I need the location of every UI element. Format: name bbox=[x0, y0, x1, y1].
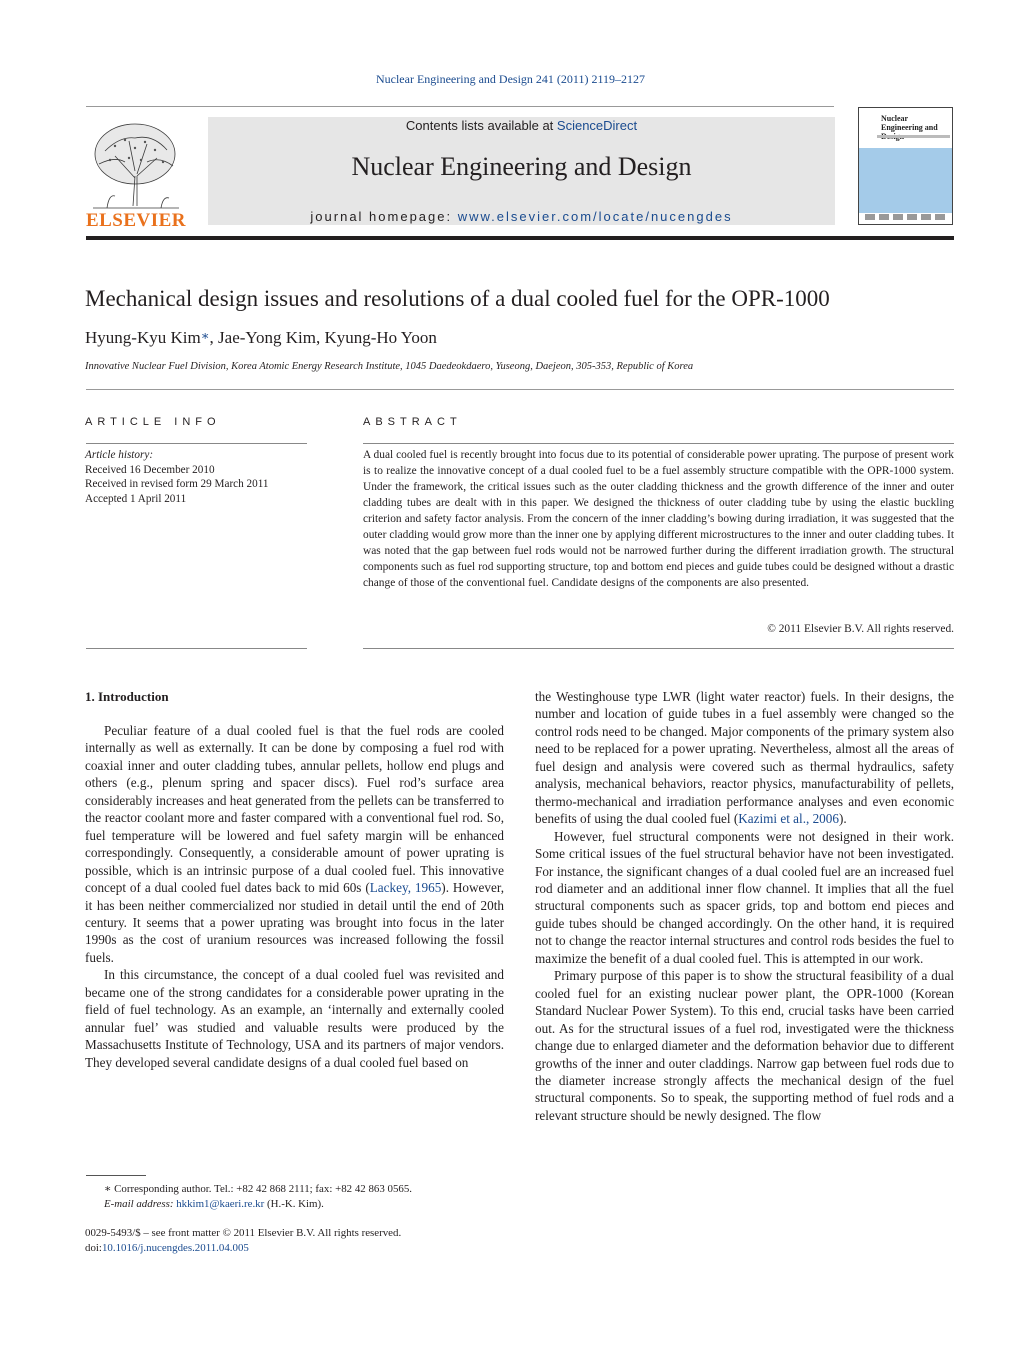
paragraph bbox=[535, 688, 954, 828]
author-affiliation: Innovative Nuclear Fuel Division, Korea Atomic Energy Research Institute, 1045 Daedeokdaero, Yuseong, Daejeon, 305-353, Republic of Korea bbox=[85, 361, 694, 372]
abstract-rule bbox=[363, 443, 954, 444]
homepage-link[interactable]: www.elsevier.com/locate/nucengdes bbox=[457, 209, 733, 224]
reference-link[interactable]: Kazimi et al., 2006 bbox=[738, 811, 839, 827]
elsevier-wordmark: ELSEVIER bbox=[85, 210, 187, 231]
reference-link[interactable]: Lackey, 1965 bbox=[369, 880, 442, 896]
contents-availability bbox=[208, 118, 835, 133]
email-suffix: (H.-K. Kim). bbox=[264, 1198, 324, 1210]
corresponding-author-mark[interactable]: ∗ bbox=[200, 328, 210, 343]
abstract-text: A dual cooled fuel is recently brought into focus due to its potential of considerable power uprating. The purpose of present work is to realize the innovative concept of a dual cooled fuel to be a fuel assembly structure compatible with the OPR-1000 system. Under the framework, the critical issues such as the outer cladding thickness and the growth difference of the inner and outer cladding tubes are dealt with in this paper. We designed the thickness of outer cladding tube by using the elastic buckling criterion and safety factor analysis. From the concern of the inner cladding’s bowing during irradiation, it was suggested that the outer cladding would grow more than the inner one by applying different microstructures to the inner and outer cladding tubes. It was noted that the gap between fuel rods would not be narrowed further during the different irradiation growth. The structural components such as fuel rod supporting structure, top and bottom end pieces and guide tubes could be designed without a drastic change of those of the conventional fuel. Candidate designs of the components are also presented. bbox=[363, 449, 954, 589]
contents-prefix: Contents lists available at bbox=[405, 118, 557, 133]
issn-line: 0029-5493/$ – see front matter © 2011 Elsevier B.V. All rights reserved. bbox=[85, 1227, 402, 1239]
header-thick-rule bbox=[86, 236, 954, 240]
journal-title: Nuclear Engineering and Design bbox=[351, 152, 692, 181]
author-name: Hyung-Kyu Kim bbox=[85, 328, 201, 347]
sciencedirect-link[interactable]: ScienceDirect bbox=[556, 118, 638, 133]
accepted-date: Accepted 1 April 2011 bbox=[85, 492, 187, 505]
article-info-bottom-rule bbox=[86, 648, 307, 649]
history-label: Article history: bbox=[85, 449, 154, 461]
abstract-copyright: © 2011 Elsevier B.V. All rights reserved. bbox=[767, 623, 954, 635]
cover-footer bbox=[865, 214, 945, 220]
corresponding-author-footnote bbox=[85, 1182, 505, 1212]
paragraph-text: ). bbox=[838, 811, 847, 827]
doi-line bbox=[85, 1241, 505, 1256]
article-info-rule bbox=[86, 443, 307, 444]
affiliation-divider bbox=[86, 389, 954, 390]
footnote-rule bbox=[86, 1175, 146, 1176]
footnote-contact: Corresponding author. Tel.: +82 42 868 2111; fax: +82 42 863 0565. bbox=[111, 1183, 413, 1195]
journal-citation[interactable]: Nuclear Engineering and Design 241 (2011) 2119–2127 bbox=[375, 72, 646, 86]
paragraph: In this circumstance, the concept of a dual cooled fuel was revisited and became one of the strong candidates for a considerable power uprating in the field of fuel technology. As an example, an ‘internally and externally cooled annular fuel’ was studied and valuable results were produced by the Massachusetts Institute of Technology, USA and its partners of major vendors. They developed several candidate designs of a dual cooled fuel based on bbox=[85, 967, 504, 1070]
paragraph-text: ). However, it has been neither commercialized nor studied in detail until the end of 20th century. It seems that a power uprating was brought into focus in the later 1990s as the cost of uranium resources was increased following the fossil fuels. bbox=[85, 880, 505, 965]
footnote-mark: ∗ bbox=[104, 1183, 112, 1195]
email-link[interactable]: hkkim1@kaeri.re.kr bbox=[176, 1198, 265, 1210]
article-info-heading: ARTICLE INFO bbox=[85, 416, 221, 428]
header-divider bbox=[86, 106, 834, 107]
section-heading-introduction: 1. Introduction bbox=[85, 689, 169, 704]
received-date: Received 16 December 2010 bbox=[85, 463, 215, 476]
article-title: Mechanical design issues and resolutions of a dual cooled fuel for the OPR-1000 bbox=[85, 286, 830, 311]
author-names-rest: , Jae-Yong Kim, Kyung-Ho Yoon bbox=[209, 328, 437, 347]
paragraph bbox=[85, 722, 504, 966]
body-column-left bbox=[85, 722, 504, 1071]
cover-subtitle-line bbox=[877, 135, 950, 138]
homepage-label: journal homepage: bbox=[310, 209, 458, 224]
revised-date: Received in revised form 29 March 2011 bbox=[85, 478, 269, 490]
paragraph: However, fuel structural components were not designed in their work. Some critical issues of the fuel structural behavior have not been investigated. For instance, the significant changes of a dual cooled fuel are an increased fuel rod diameter and an additional inner flow channel. It implies that all the fuel structural components such as spacer grids, top and bottom end pieces and guide tubes should be changed accordingly. On the other hand, it is required not to change the reactor internal structures and control rods besides the fuel to maximize the benefit of a dual cooled fuel. This is attempted in our work. bbox=[535, 828, 954, 966]
cover-title: Nuclear Engineering and bbox=[881, 114, 938, 132]
abstract-bottom-rule bbox=[363, 648, 954, 649]
abstract-heading: ABSTRACT bbox=[363, 416, 462, 428]
journal-cover-thumbnail bbox=[858, 107, 953, 225]
body-column-right bbox=[535, 688, 954, 1124]
paragraph-text: Peculiar feature of a dual cooled fuel is that the fuel rods are cooled internally as well as externally. It can be done by composing a fuel rod with coaxial inner and outer cladding tubes, annular pellets, hollow end plugs and others (e.g., plenum spring and spacer discs). Fuel rod’s surface area considerably increases and heat generated from the pellets can be transferred to the reactor coolant more and faster compared with a conventional fuel rod. So, fuel temperature will be lowered and fuel safety margin will be enhanced correspondingly. Consequently, a considerable amount of power uprating is possible, which is an intrinsic purpose of a dual cooled fuel. This innovative concept of a dual cooled fuel dates back to mid 60s ( bbox=[85, 723, 504, 896]
author-list bbox=[85, 328, 437, 348]
article-history bbox=[85, 448, 307, 506]
doi-link[interactable]: 10.1016/j.nucengdes.2011.04.005 bbox=[101, 1242, 249, 1254]
email-label: E-mail address: bbox=[104, 1198, 177, 1210]
doi-label: doi: bbox=[85, 1242, 102, 1254]
footnote-email-line bbox=[85, 1197, 505, 1212]
footnote-line bbox=[85, 1182, 505, 1197]
cover-image bbox=[859, 148, 952, 213]
journal-homepage bbox=[208, 209, 835, 224]
paragraph: Primary purpose of this paper is to show the structural feasibility of a dual cooled fuel for an existing nuclear power plant, the OPR-1000 (Korean Standard Nuclear Power System). To this end, crucial tasks have been carried out. As for the structural issues of a fuel rod, investigated were the thickness change due to enlarged diameter and the deformation behavior due to different growths of the inner and outer claddings. Narrow gap between fuel rods due to the diameter increase strongly affects the mechanical design of the fuel structural components. So to speak, the supporting method of fuel rods and a relevant structure should be newly designed. The flow bbox=[535, 968, 954, 1123]
paragraph-text: the Westinghouse type LWR (light water reactor) fuels. In their designs, the number and location of guide tubes in a fuel assembly were changed so the control rods need to be changed. Major components of the primary system also need to be replaced for a power uprating. Nevertheless, almost all the areas of fuel design and analysis were covered such as thermal hydraulics, safety analysis, mechanical behaviors, reactor physics, manufacturability of pellets, thermo-mechanical and irradiation performance analyses and even economic benefits of using the dual cooled fuel ( bbox=[535, 689, 954, 827]
front-matter bbox=[85, 1226, 505, 1256]
